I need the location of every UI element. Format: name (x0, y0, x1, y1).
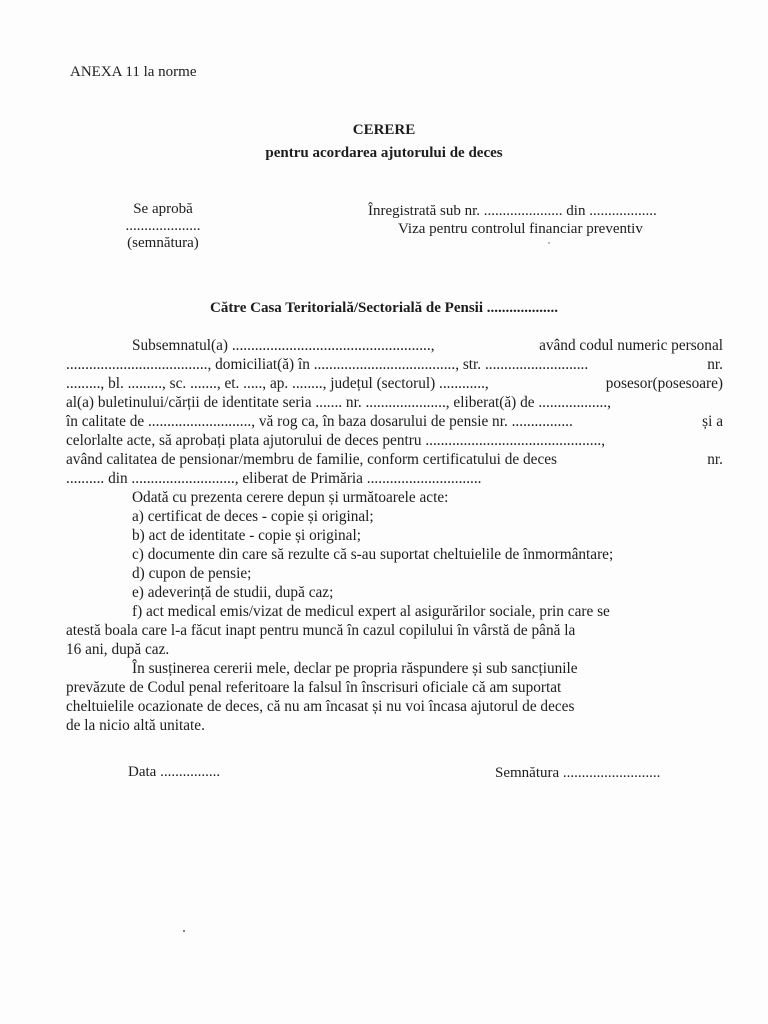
attachment-item-continued: 16 ani, după caz. (66, 641, 170, 658)
attachment-item: b) act de identitate - copie și original; (132, 527, 361, 544)
financial-control-visa: Viza pentru controlul financiar preventiv (398, 221, 643, 237)
body-line-text: și a (702, 413, 723, 430)
body-line (66, 374, 723, 393)
signature-field: Semnătura .......................... (495, 765, 661, 781)
attachment-item: a) certificat de deces - copie și original; (132, 508, 374, 525)
body-line-text: având calitatea de pensionar/membru de familie, conform certificatului de deces (66, 451, 557, 468)
body-line (66, 355, 723, 374)
body-line: .......... din ..........................., eliberat de Primăria .............................. (66, 470, 482, 487)
annex-label: ANEXA 11 la norme (70, 64, 197, 80)
declaration-line: În susținerea cererii mele, declar pe propria răspundere și sub sancțiunile (132, 660, 578, 677)
scan-speck (548, 242, 550, 244)
scan-speck (183, 930, 185, 932)
attachment-item: e) adeverință de studii, după caz; (132, 584, 334, 601)
body-line (66, 336, 723, 355)
body-line-text: ........., bl. ........., sc. ......., et. ....., ap. ........, județul (sectorul) ............, (66, 375, 489, 392)
document-subtitle: pentru acordarea ajutorului de deces (265, 145, 503, 161)
body-line-text: în calitate de ..........................., vă rog ca, în baza dosarului de pensie nr. ................ (66, 413, 573, 430)
body-line-text: posesor(posesoare) (605, 375, 723, 392)
body-line: celorlalte acte, să aprobați plata ajutorului de deces pentru .............................................., (66, 432, 606, 449)
addressee-heading: Către Casa Teritorială/Sectorială de Pensii ................... (209, 300, 559, 316)
body-line-text: nr. (707, 451, 723, 468)
attachment-item: c) documente din care să rezulte că s-au suportat cheltuielile de înmormântare; (132, 546, 614, 563)
body-line: al(a) buletinului/cărții de identitate seria ....... nr. ....................., eliberat(ă) de .................., (66, 394, 612, 411)
declaration-line: cheltuielile ocazionate de deces, că nu am încasat și nu voi încasa ajutorul de deces (66, 698, 575, 715)
date-field: Data ................ (128, 764, 221, 780)
body-line-text: având codul numeric personal (539, 337, 723, 354)
document-title: CERERE (352, 122, 416, 138)
body-line (66, 450, 723, 469)
approval-block (108, 201, 218, 252)
body-line (66, 412, 723, 431)
declaration-line: de la nicio altă unitate. (66, 717, 205, 734)
approval-signature-caption: (semnătura) (127, 235, 199, 251)
approval-label: Se aprobă (133, 201, 193, 217)
body-line-text: ....................................., domiciliat(ă) în ....................................., str. ........................... (66, 356, 589, 373)
attachment-item-continued: atestă boala care l-a făcut inapt pentru muncă în cazul copilului în vârstă de până la (66, 622, 576, 639)
attachment-item: f) act medical emis/vizat de medicul expert al asigurărilor sociale, prin care se (132, 603, 610, 620)
request-body (66, 336, 723, 735)
body-line-text: nr. (707, 356, 723, 373)
attachments-intro: Odată cu prezenta cerere depun și următoarele acte: (132, 489, 449, 506)
body-line-text: Subsemnatul(a) ...................................................., (132, 337, 435, 354)
registration-block (368, 202, 657, 238)
attachment-item: d) cupon de pensie; (132, 565, 252, 582)
declaration-line: prevăzute de Codul penal referitoare la falsul în înscrisuri oficiale că am suportat (66, 679, 562, 696)
registration-number-line: Înregistrată sub nr. ..................... din .................. (368, 203, 657, 219)
approval-signature-line: .................... (125, 218, 201, 234)
